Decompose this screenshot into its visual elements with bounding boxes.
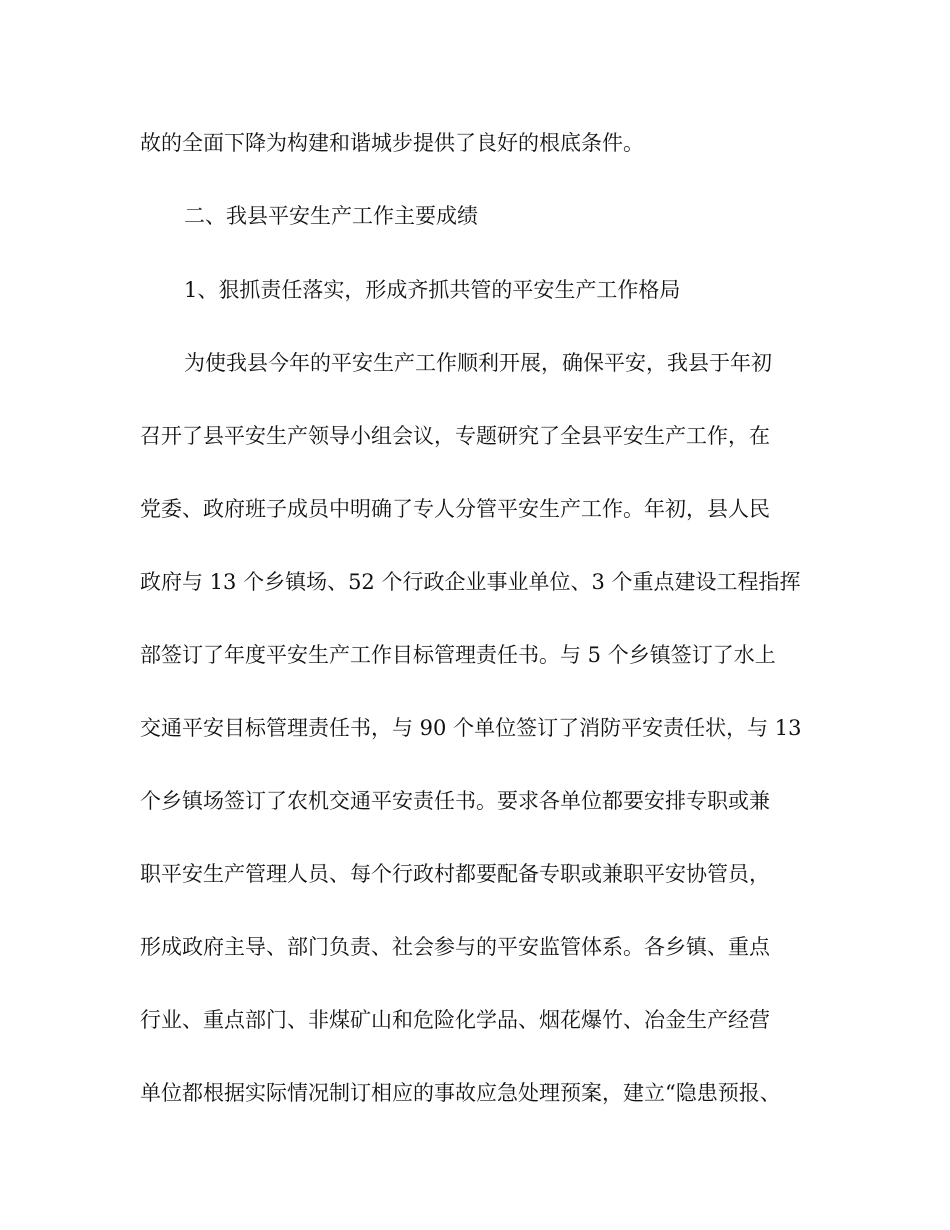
subsection-heading: 1、狠抓责任落实，形成齐抓共管的平安生产工作格局	[184, 278, 681, 302]
text-line: 党委、政府班子成员中明确了专人分管平安生产工作。年初，县人民	[140, 497, 770, 521]
text-line: 单位都根据实际情况制订相应的事故应急处理预案，建立“隐患预报、	[140, 1081, 781, 1105]
text-line: 交通平安目标管理责任书，与 90 个单位签订了消防平安责任状，与 13	[140, 716, 802, 740]
text-line: 职平安生产管理人员、每个行政村都要配备专职或兼职平安协管员，	[140, 862, 770, 886]
text-line: 故的全面下降为构建和谐城步提供了良好的根底条件。	[140, 131, 644, 155]
text-line: 个乡镇场签订了农机交通平安责任书。要求各单位都要安排专职或兼	[140, 789, 770, 813]
text-line: 行业、重点部门、非煤矿山和危险化学品、烟花爆竹、冶金生产经营	[140, 1008, 770, 1032]
text-line: 政府与 13 个乡镇场、52 个行政企业事业单位、3 个重点建设工程指挥	[140, 570, 801, 594]
section-heading: 二、我县平安生产工作主要成绩	[184, 204, 478, 228]
paragraph-first-line: 为使我县今年的平安生产工作顺利开展，确保平安，我县于年初	[184, 351, 772, 375]
text-line: 部签订了年度平安生产工作目标管理责任书。与 5 个乡镇签订了水上	[140, 643, 776, 667]
text-line: 召开了县平安生产领导小组会议，专题研究了全县平安生产工作，在	[140, 424, 770, 448]
text-line: 形成政府主导、部门负责、社会参与的平安监管体系。各乡镇、重点	[140, 935, 770, 959]
